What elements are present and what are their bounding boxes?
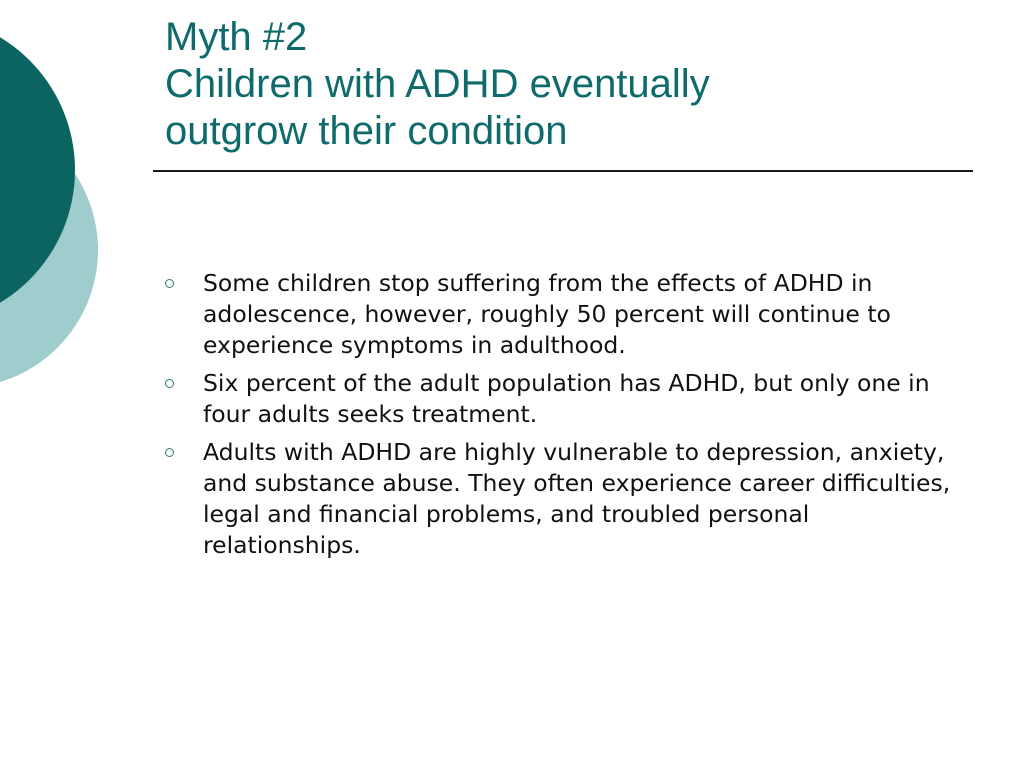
circle-bullet-icon: [165, 379, 174, 388]
bullet-item: [160, 437, 960, 561]
title-line-3: outgrow their condition: [165, 109, 568, 153]
bullet-text: Some children stop suffering from the effects of ADHD in adolescence, however, roughly 50 percent will continue to experience symptoms in adulthood.: [203, 269, 891, 359]
bullet-item: [160, 268, 960, 361]
decorative-circles: [0, 0, 120, 420]
title-line-1: Myth #2: [165, 15, 308, 59]
bullet-item: [160, 368, 960, 430]
title-divider: [153, 170, 973, 172]
bullet-list: [160, 268, 960, 568]
circle-bullet-icon: [165, 448, 174, 457]
bullet-text: Six percent of the adult population has ADHD, but only one in four adults seeks treatment.: [203, 369, 930, 428]
slide-title: [165, 14, 965, 155]
bullet-text: Adults with ADHD are highly vulnerable to depression, anxiety, and substance abuse. They often experience career difficulties, legal and financial problems, and troubled personal relationships.: [203, 438, 951, 559]
title-line-2: Children with ADHD eventually: [165, 62, 710, 106]
circle-bullet-icon: [165, 279, 174, 288]
